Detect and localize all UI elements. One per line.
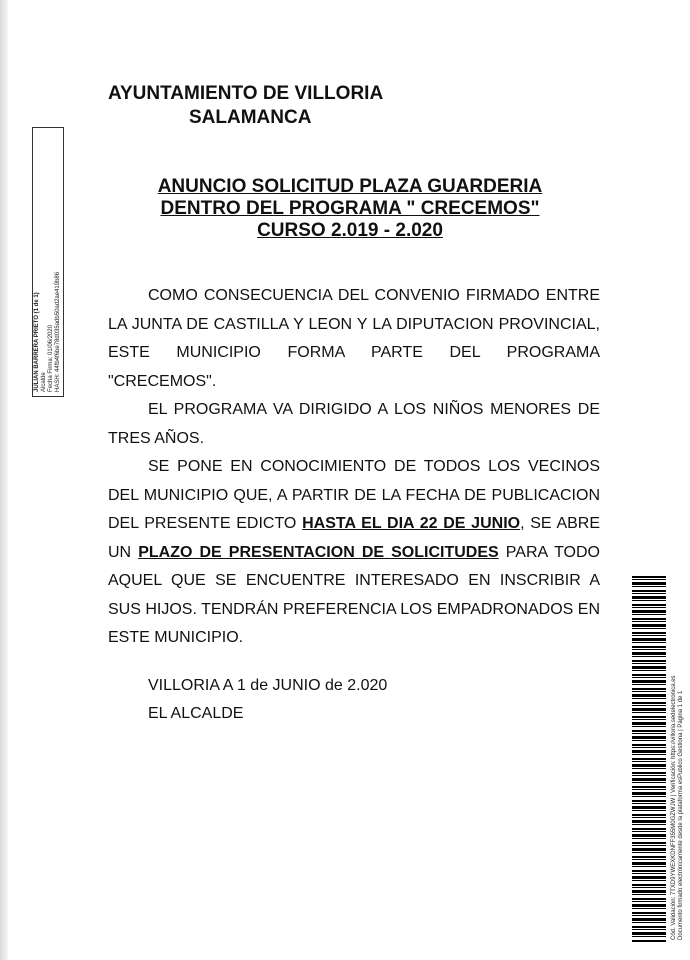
paragraph-3-text-c: , SE ABRE UN bbox=[108, 515, 601, 561]
paragraph-3-text-a: SE PONE EN CONOCIMIENTO DE TODOS LOS VECINOS DEL MUNICIPIO QUE, A PARTIR DE LA FECHA DE PUBLICACION DEL PRESENTE EDICTO bbox=[108, 458, 600, 532]
place-and-date: VILLORIA A 1 de JUNIO de 2.020 bbox=[148, 677, 388, 694]
submission-period-highlight: PLAZO DE PRESENTACION DE SOLICITUDES bbox=[138, 543, 499, 561]
document-header bbox=[108, 82, 383, 130]
province-name: SALAMANCA bbox=[189, 107, 312, 128]
announcement-title bbox=[100, 176, 600, 242]
barcode-bars bbox=[632, 576, 666, 942]
paragraph-1: COMO CONSECUENCIA DEL CONVENIO FIRMADO ENTRE LA JUNTA DE CASTILLA Y LEON Y LA DIPUTACION PROVINCIAL, ESTE MUNICIPIO FORMA PARTE DEL PROGRAMA "CRECEMOS". bbox=[108, 287, 600, 390]
paragraph-3 bbox=[108, 453, 600, 653]
paragraph-3-text-e: PARA TODO AQUEL QUE SE ENCUENTRE INTERESADO EN INSCRIBIR A SUS HIJOS. TENDRÁN PREFERENCIA LOS EMPADRONADOS EN ESTE MUNICIPIO. bbox=[108, 543, 601, 646]
signer-title: EL ALCALDE bbox=[148, 705, 244, 722]
municipality-name: AYUNTAMIENTO DE VILLORIA bbox=[108, 83, 384, 104]
verification-line-1: Cód. Validación: 7TXD9YWEXKDNFF355M0GZWJW | Verificación: https://villoria.sedelectronica.es bbox=[671, 675, 677, 940]
page-edge-shadow bbox=[0, 0, 8, 960]
signature-stamp bbox=[32, 127, 64, 397]
signature-hash: HASH: 44fb4f6be78d035adb50ad2ae419b86 bbox=[55, 271, 61, 392]
closing-block bbox=[148, 672, 387, 728]
signature-text bbox=[34, 132, 62, 392]
verification-line-2: Documento firmado electrónicamente desde la plataforma esPublico Gestiona | Página 1 de 1 bbox=[678, 690, 684, 940]
title-line-3: CURSO 2.019 - 2.020 bbox=[257, 220, 443, 241]
deadline-highlight: HASTA EL DIA 22 DE JUNIO bbox=[302, 515, 521, 532]
title-line-2: DENTRO DEL PROGRAMA " CRECEMOS" bbox=[160, 198, 540, 219]
barcode bbox=[632, 576, 666, 942]
paragraph-2: EL PROGRAMA VA DIRIGIDO A LOS NIÑOS MENORES DE TRES AÑOS. bbox=[108, 401, 600, 447]
signature-date: Fecha Firma: 01/06/2020 bbox=[48, 324, 54, 392]
verification-text bbox=[671, 610, 685, 940]
title-line-1: ANUNCIO SOLICITUD PLAZA GUARDERIA bbox=[157, 176, 543, 197]
signer-name: JULIAN BARRERA PRIETO (1 de 1) bbox=[34, 292, 40, 392]
signer-role: Alcalde bbox=[41, 372, 47, 392]
announcement-body bbox=[108, 282, 600, 653]
